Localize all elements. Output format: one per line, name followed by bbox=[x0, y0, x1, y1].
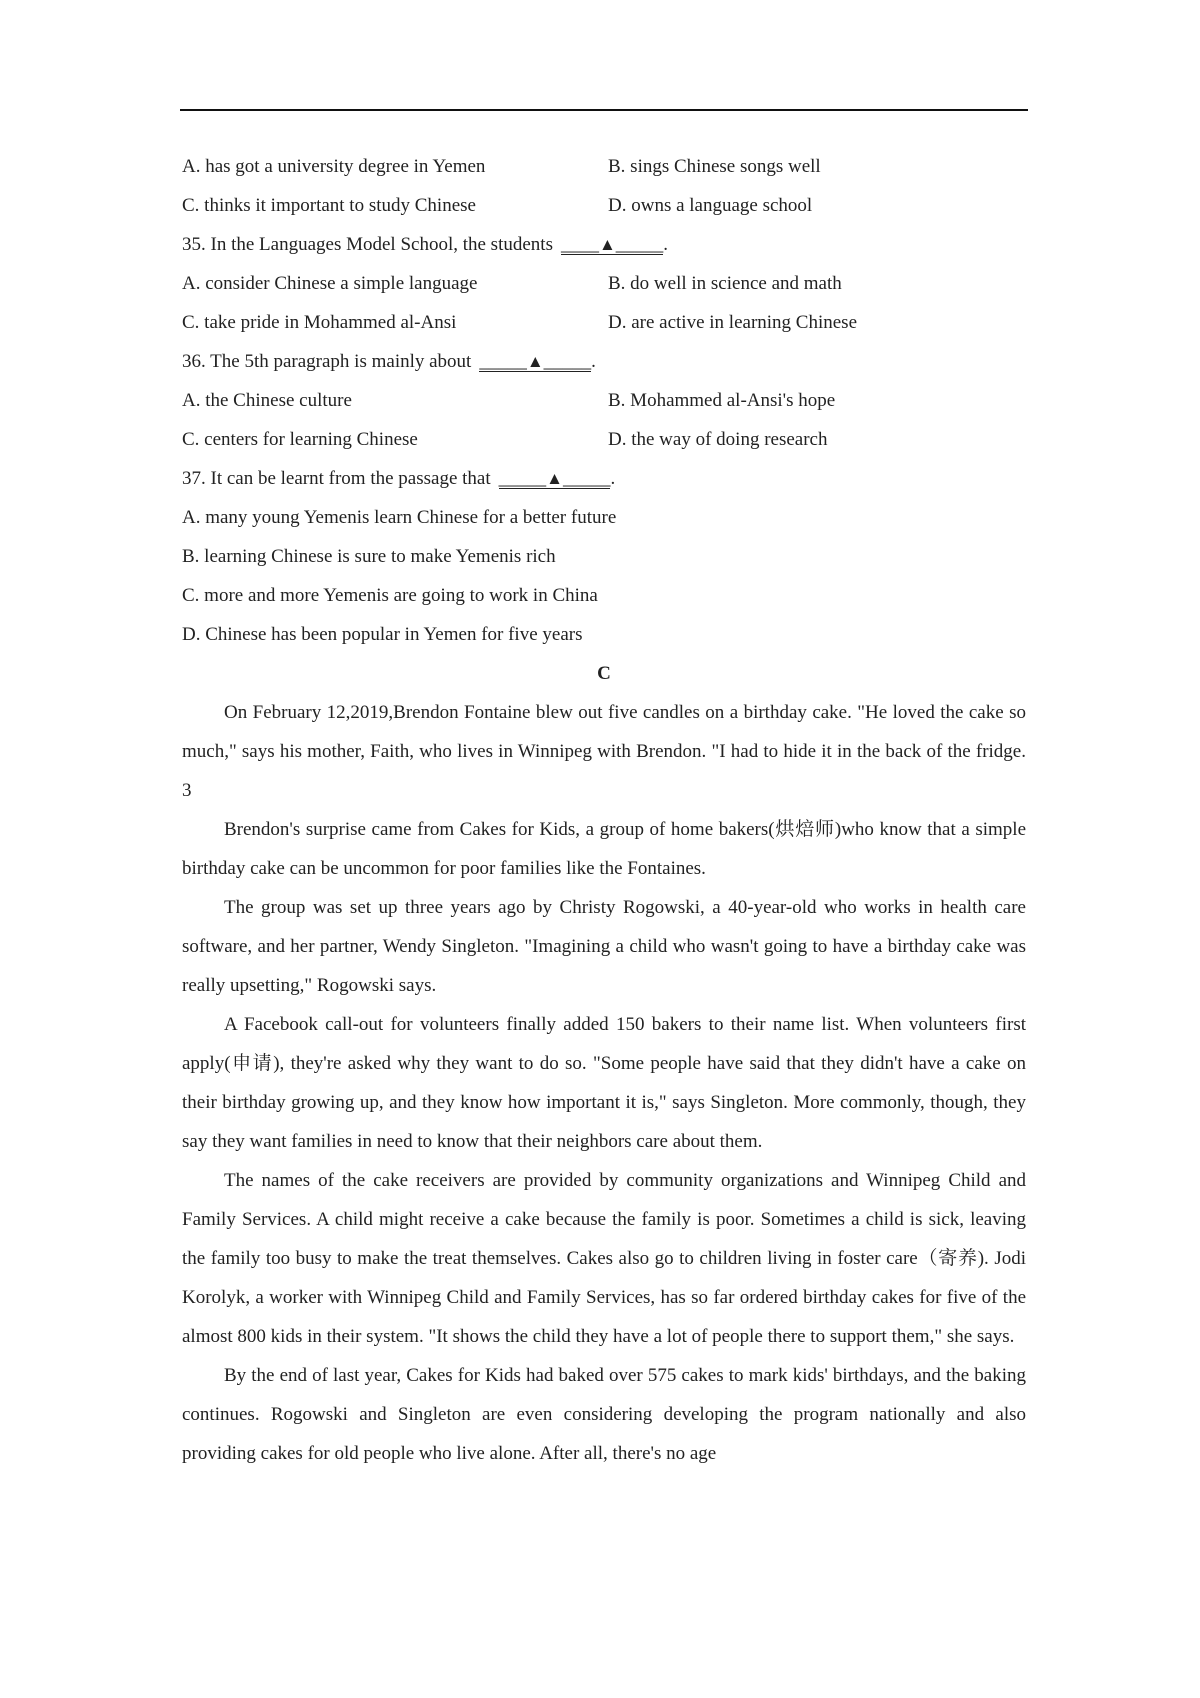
q37-answer-blank bbox=[499, 468, 611, 489]
q35-answer-blank bbox=[561, 234, 663, 255]
q36-end: . bbox=[591, 351, 596, 372]
q36-answer-blank bbox=[479, 351, 591, 372]
q34-option-b: B. sings Chinese songs well bbox=[608, 156, 821, 177]
header-rule bbox=[180, 109, 1028, 111]
blank-pre: _____ bbox=[498, 468, 547, 489]
q34-option-a: A. has got a university degree in Yemen bbox=[182, 156, 486, 177]
q35-option-d: D. are active in learning Chinese bbox=[608, 312, 858, 333]
option-row bbox=[182, 303, 1026, 342]
page-content bbox=[182, 147, 1026, 1473]
paragraph: On February 12,2019,Brendon Fontaine blew out five candles on a birthday cake. "He loved the cake so much," says his mother, Faith, who lives in Winnipeg with Brendon. "I had to hide it in the back of the fridge. 3 bbox=[182, 702, 1026, 801]
blank-pre: ____ bbox=[560, 234, 599, 255]
q37-option-d: D. Chinese has been popular in Yemen for five years bbox=[182, 624, 583, 645]
q37-stem-row bbox=[182, 459, 1026, 498]
option-row bbox=[182, 147, 1026, 186]
q35-stem-row bbox=[182, 225, 1026, 264]
triangle-marker-icon: ▲ bbox=[598, 235, 616, 254]
triangle-marker-icon: ▲ bbox=[526, 352, 544, 371]
paragraph: By the end of last year, Cakes for Kids had baked over 575 cakes to mark kids' birthdays, and the baking continues. Rogowski and Singleton are even considering developing the program nationally and also providing cakes for old people who live alone. After all, there's no age bbox=[182, 1365, 1026, 1464]
q35-option-b: B. do well in science and math bbox=[608, 273, 842, 294]
triangle-marker-icon: ▲ bbox=[546, 469, 563, 488]
q34-option-c: C. thinks it important to study Chinese bbox=[182, 195, 476, 216]
q35-end: . bbox=[663, 234, 669, 255]
q37-end: . bbox=[610, 468, 616, 489]
q36-option-b: B. Mohammed al-Ansi's hope bbox=[608, 390, 836, 411]
q36-option-c: C. centers for learning Chinese bbox=[182, 429, 418, 450]
option-row bbox=[182, 420, 1026, 459]
q35-option-c: C. take pride in Mohammed al-Ansi bbox=[182, 312, 457, 333]
q37-stem: 37. It can be learnt from the passage that bbox=[182, 468, 491, 489]
option-row bbox=[182, 264, 1026, 303]
paragraph: Brendon's surprise came from Cakes for Kids, a group of home bakers(烘焙师)who know that a simple birthday cake can be uncommon for poor families like the Fontaines. bbox=[182, 819, 1026, 879]
q36-stem-row bbox=[182, 342, 1026, 381]
q36-stem: 36. The 5th paragraph is mainly about bbox=[182, 351, 472, 372]
q37-option-c: C. more and more Yemenis are going to work in China bbox=[182, 585, 598, 606]
q37-option-b: B. learning Chinese is sure to make Yemenis rich bbox=[182, 546, 556, 567]
blank-post: _____ bbox=[562, 468, 611, 489]
q34-option-d: D. owns a language school bbox=[608, 195, 813, 216]
section-heading: C bbox=[597, 663, 611, 684]
q36-option-d: D. the way of doing research bbox=[608, 429, 828, 450]
q35-stem: 35. In the Languages Model School, the students bbox=[182, 234, 553, 255]
paragraph: The group was set up three years ago by Christy Rogowski, a 40-year-old who works in health care software, and her partner, Wendy Singleton. "Imagining a child who wasn't going to have a birthday cake was really upsetting," Rogowski says. bbox=[182, 897, 1026, 996]
option-row bbox=[182, 381, 1026, 420]
q37-option-a: A. many young Yemenis learn Chinese for a better future bbox=[182, 507, 617, 528]
blank-post: _____ bbox=[543, 351, 592, 372]
paragraph: The names of the cake receivers are provided by community organizations and Winnipeg Child and Family Services. A child might receive a cake because the family is poor. Sometimes a child is sick, leaving the family too busy to make the treat themselves. Cakes also go to children living in foster care（寄养). Jodi Korolyk, a worker with Winnipeg Child and Family Services, has so far ordered birthday cakes for five of the almost 800 kids in their system. "It shows the child they have a lot of people there to support them," she says. bbox=[182, 1170, 1026, 1347]
q36-option-a: A. the Chinese culture bbox=[182, 390, 352, 411]
q35-option-a: A. consider Chinese a simple language bbox=[182, 273, 478, 294]
blank-pre: _____ bbox=[479, 351, 527, 372]
paragraph: A Facebook call-out for volunteers finally added 150 bakers to their name list. When volunteers first apply(申请), they're asked why they want to do so. "Some people have said that they didn't have a cake on their birthday growing up, and they know how important it is," says Singleton. More commonly, though, they say they want families in need to know that their neighbors care about them. bbox=[182, 1014, 1026, 1152]
blank-post: _____ bbox=[615, 234, 664, 255]
option-row bbox=[182, 186, 1026, 225]
